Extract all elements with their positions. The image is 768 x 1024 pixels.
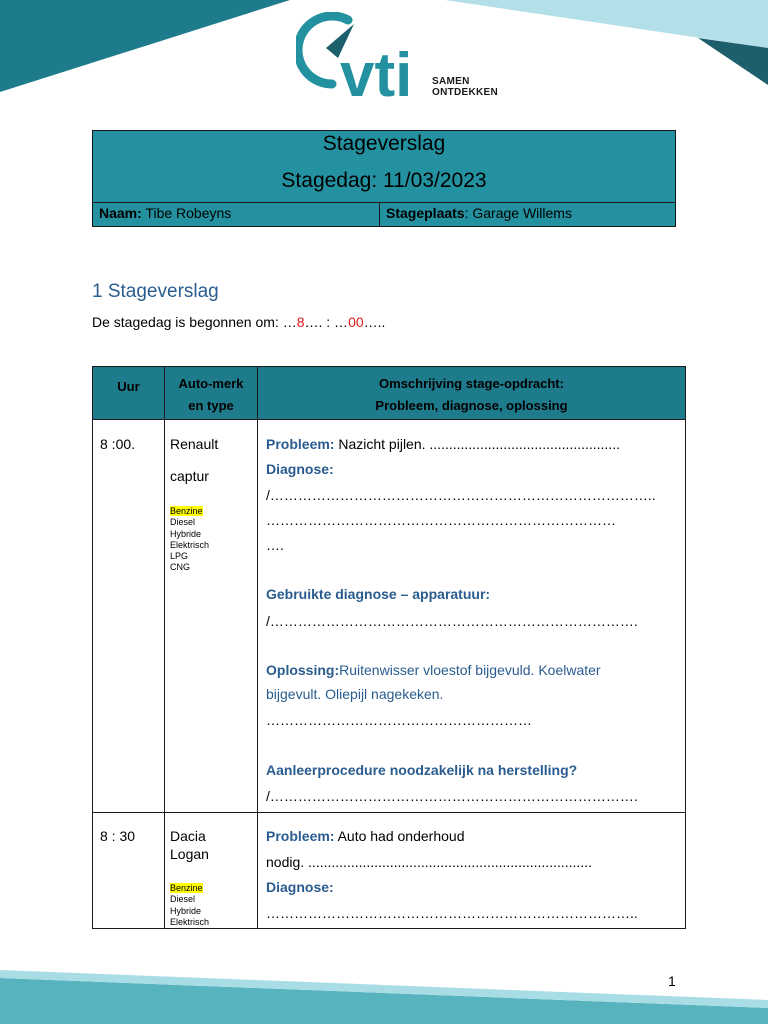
report-date: Stagedag: 11/03/2023: [281, 169, 487, 192]
probleem-line: nodig. .........................................................................: [266, 854, 592, 870]
report-title: Stageverslag: [322, 132, 446, 155]
column-divider: [257, 420, 258, 929]
row-car: Dacia Logan: [170, 828, 209, 862]
oplossing-line: Oplossing:Ruitenwisser vloestof bijgevuld. Koelwater: [266, 662, 601, 678]
row-time: 8 : 30: [100, 828, 136, 844]
diagnose-line: ……………………………………………………………………..: [266, 905, 638, 921]
naam-cell: Naam: Tibe Robeyns: [93, 203, 380, 227]
start-time-line: De stagedag is begonnen om: …8…. : …00…..: [92, 314, 386, 330]
logo-tagline: SAMEN ONTDEKKEN: [432, 76, 499, 98]
report-header: [92, 130, 676, 227]
header-uur: Uur: [93, 367, 165, 420]
row-car: Renault captur: [170, 436, 219, 484]
probleem-line: Probleem: Auto had onderhoud: [266, 828, 465, 844]
fuel-list: Benzine Diesel Hybride Elektrisch: [170, 883, 210, 927]
diagnose-label: Diagnose:: [266, 879, 334, 895]
column-divider: [164, 420, 165, 929]
page-number: 1: [668, 973, 676, 989]
diagnose-line: ….: [266, 537, 284, 553]
oplossing-line: bijgevult. Oliepijl nagekeken.: [266, 686, 444, 702]
aanleer-label: Aanleerprocedure noodzakelijk na herstelling?: [266, 762, 578, 778]
assignment-table: [92, 366, 686, 929]
stageplaats-cell: Stageplaats: Garage Willems: [386, 205, 572, 221]
aanleer-line: /…………………………………………………………………….: [266, 788, 638, 804]
fuel-list: Benzine Diesel Hybride Elektrisch LPG CNG: [170, 506, 210, 573]
header-omschrijving: Omschrijving stage-opdracht: Probleem, diagnose, oplossing: [258, 367, 685, 420]
bottom-decoration: [0, 970, 768, 1024]
diagnose-line: /………………………………………………………………………..: [266, 487, 656, 503]
section-heading: 1 Stageverslag: [92, 281, 219, 302]
row-time: 8 :00.: [100, 436, 136, 452]
header-auto: Auto-merk en type: [165, 367, 258, 420]
logo-wordmark: vti: [340, 41, 413, 102]
diagnose-line: …………………………………………………………………: [266, 512, 616, 528]
header-info-row: [93, 202, 675, 228]
probleem-line: Probleem: Nazicht pijlen. .................................................: [266, 436, 620, 452]
diagnose-label: Diagnose:: [266, 461, 334, 477]
apparatuur-line: /…………………………………………………………………….: [266, 613, 638, 629]
apparatuur-label: Gebruikte diagnose – apparatuur:: [266, 586, 491, 602]
row-divider: [93, 812, 685, 813]
oplossing-dots: …………………………………………………: [266, 712, 532, 728]
